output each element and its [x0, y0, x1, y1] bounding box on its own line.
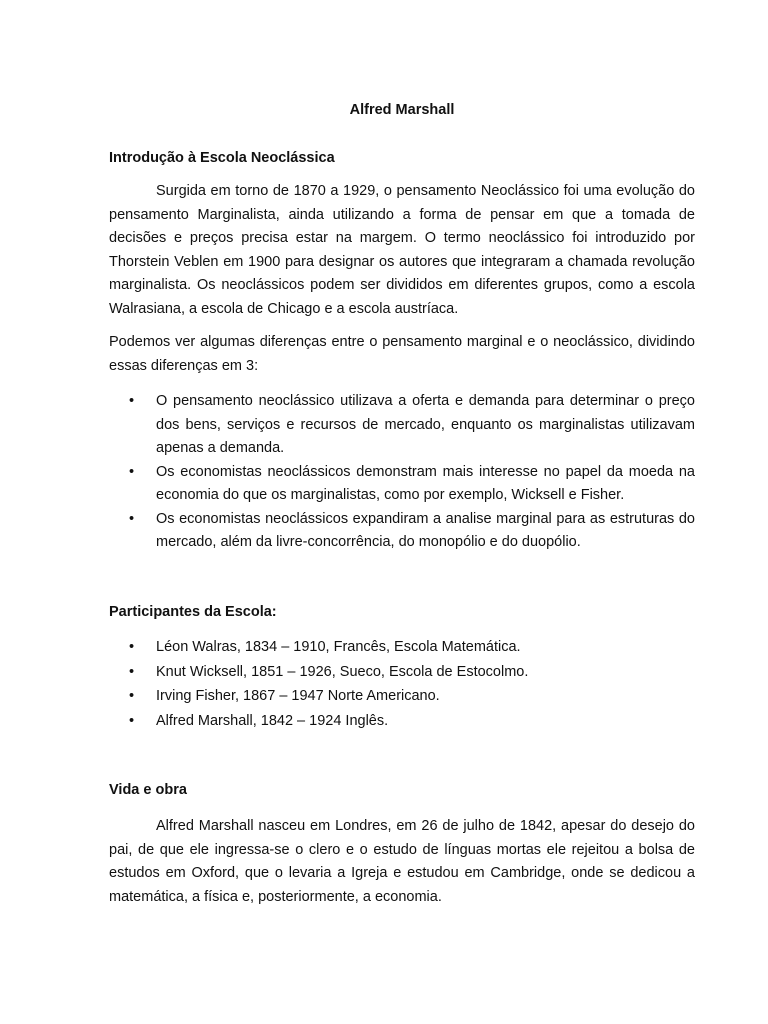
section-heading-participants: Participantes da Escola: [109, 604, 277, 620]
list-item-text: Os economistas neoclássicos expandiram a analise marginal para as estruturas do mercado, além da livre-concorrência, do monopólio e do duopólio. [156, 510, 695, 550]
document-title: Alfred Marshall [349, 102, 455, 118]
differences-list [109, 390, 695, 555]
list-item [109, 710, 695, 734]
bullet-icon: • [129, 463, 135, 480]
bullet-icon: • [129, 688, 135, 704]
bullet-icon: • [129, 712, 135, 729]
participants-list [109, 636, 695, 734]
bullet-icon: • [129, 393, 135, 409]
section-heading-life: Vida e obra [109, 782, 187, 798]
life-paragraph: Alfred Marshall nasceu em Londres, em 26 de julho de 1842, apesar do desejo do pai, de que ele ingressa-se o clero e o estudo de línguas mortas ele rejeitou a bolsa de estudos em Oxford, que o levaria a Igreja e estudou em Cambridge, onde se dedicou a matemática, a física e, posteriormente, a economia. [109, 818, 695, 905]
section-heading-intro: Introdução à Escola Neoclássica [109, 150, 335, 166]
list-item [109, 685, 695, 709]
list-item [109, 461, 695, 508]
list-item-text: Léon Walras, 1834 – 1910, Francês, Escola Matemática. [156, 639, 521, 655]
list-item [109, 661, 695, 685]
list-item-text: Knut Wicksell, 1851 – 1926, Sueco, Escola de Estocolmo. [156, 663, 529, 680]
intro-paragraph-2: Podemos ver algumas diferenças entre o pensamento marginal e o neoclássico, dividindo essas diferenças em 3: [109, 334, 695, 374]
list-item-text: Os economistas neoclássicos demonstram mais interesse no papel da moeda na economia do que os marginalistas, como por exemplo, Wicksell e Fisher. [156, 463, 695, 503]
bullet-icon: • [129, 639, 135, 655]
intro-paragraph-1: Surgida em torno de 1870 a 1929, o pensamento Neoclássico foi uma evolução do pensamento Marginalista, ainda utilizando a forma de pensar em que a tomada de decisões e preços precisa estar na margem. O termo neoclássico foi introduzido por Thorstein Veblen em 1900 para designar os autores que integraram a chamada revolução marginalista. Os neoclássicos podem ser divididos em diferentes grupos, como a escola Walrasiana, a escola de Chicago e a escola austríaca. [109, 183, 695, 317]
list-item [109, 636, 695, 660]
bullet-icon: • [129, 510, 135, 527]
list-item-text: O pensamento neoclássico utilizava a oferta e demanda para determinar o preço dos bens, serviços e recursos de mercado, enquanto os marginalistas utilizavam apenas a demanda. [156, 393, 695, 456]
list-item [109, 390, 695, 461]
list-item-text: Irving Fisher, 1867 – 1947 Norte Americano. [156, 688, 440, 704]
list-item [109, 508, 695, 555]
bullet-icon: • [129, 663, 135, 680]
list-item-text: Alfred Marshall, 1842 – 1924 Inglês. [156, 712, 389, 729]
